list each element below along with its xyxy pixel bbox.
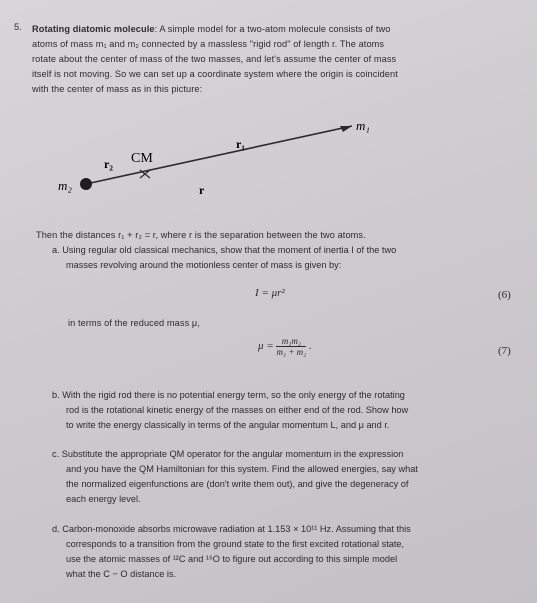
part-c-label: c.	[52, 449, 60, 459]
part-a-line2: masses revolving around the motionless center of mass is given by:	[66, 260, 342, 270]
part-a	[52, 243, 520, 273]
part-a-label: a.	[52, 245, 60, 255]
equation-7	[258, 336, 312, 357]
intro-line-3: itself is not moving. So we can set up a coordinate system where the origin is coincident	[32, 69, 398, 79]
rigid-rod	[86, 126, 352, 184]
intro-first-line: : A simple model for a two-atom molecule consists of two	[154, 24, 391, 34]
arrow-head-m1	[340, 126, 352, 132]
eq7-tail: .	[309, 340, 312, 353]
eq7-denominator: m₁ + m₂	[276, 347, 307, 357]
part-c	[52, 447, 520, 507]
label-m2: m₂	[58, 178, 72, 193]
part-b-line2: rod is the rotational kinetic energy of the masses on either end of the rod. Show how	[66, 405, 409, 415]
part-d-line2: corresponds to a transition from the ground state to the first excited rotational state,	[66, 539, 405, 549]
problem-number: 5.	[14, 22, 22, 32]
eq7-numerator: m₁m₂	[276, 336, 306, 347]
intro-line-4: with the center of mass as in this picture:	[32, 84, 203, 94]
part-b-line3: to write the energy classically in terms of the angular momentum L, and μ and r.	[66, 420, 390, 430]
mass-m2-ball	[80, 178, 92, 190]
label-r: r	[199, 183, 205, 197]
part-b-line1: With the rigid rod there is no potential energy term, so the only energy of the rotating	[62, 390, 405, 400]
part-c-line1: Substitute the appropriate QM operator for the angular momentum in the expression	[61, 449, 404, 459]
label-r2: r₂	[104, 157, 113, 171]
part-c-line4: each energy level.	[66, 494, 141, 504]
part-d-label: d.	[52, 524, 60, 534]
part-d-line4: what the C − O distance is.	[66, 569, 177, 579]
part-d-line1: Carbon-monoxide absorbs microwave radiation at 1.153 × 10¹¹ Hz. Assuming that this	[62, 524, 411, 534]
molecule-diagram	[0, 118, 537, 228]
problem-intro	[32, 22, 520, 97]
equation-6: I = μr²	[255, 287, 285, 299]
part-d	[52, 522, 520, 582]
reduced-mass-text: in terms of the reduced mass μ,	[68, 318, 200, 328]
part-b	[52, 388, 520, 433]
eq7-lhs: μ =	[258, 340, 274, 353]
label-cm: CM	[131, 151, 153, 166]
part-d-line3: use the atomic masses of ¹²C and ¹⁶O to figure out according to this simple model	[66, 554, 398, 564]
problem-title: Rotating diatomic molecule	[32, 24, 155, 34]
part-c-line3: the normalized eigenfunctions are (don't write them out), and give the degeneracy of	[66, 479, 409, 489]
equation-6-number: (6)	[498, 289, 511, 301]
label-m1: m₁	[356, 118, 370, 133]
part-a-line1: Using regular old classical mechanics, show that the moment of inertia I of the two	[62, 245, 397, 255]
equation-7-number: (7)	[498, 345, 511, 357]
label-r1: r₁	[236, 137, 245, 151]
intro-line-1: atoms of mass m₁ and m₂ connected by a massless "rigid rod" of length r. The atoms	[32, 39, 385, 49]
intro-line-2: rotate about the center of mass of the two masses, and let's assume the center of mass	[32, 54, 397, 64]
then-text: Then the distances r₁ + r₂ = r, where r is the separation between the two atoms.	[36, 230, 366, 240]
part-b-label: b.	[52, 390, 60, 400]
part-c-line2: and you have the QM Hamiltonian for this system. Find the allowed energies, say what	[66, 464, 418, 474]
eq7-fraction	[276, 336, 306, 357]
